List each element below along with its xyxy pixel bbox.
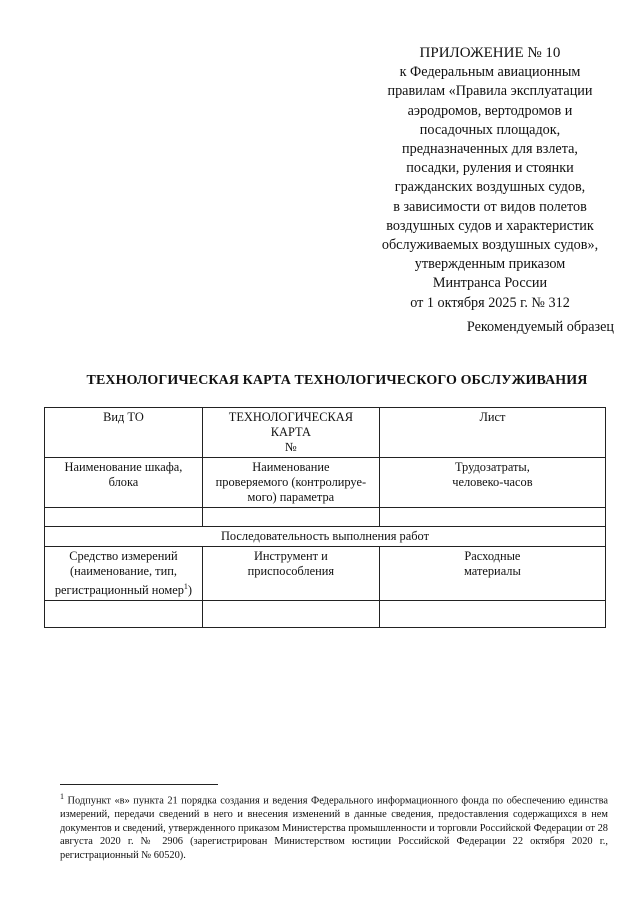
cell-text: материалы	[464, 564, 521, 578]
cell-text-part: регистрационный номер	[54, 583, 184, 598]
table-cell-empty	[379, 601, 605, 628]
table-row	[45, 458, 606, 508]
cell-text: (наименование, тип,	[69, 564, 177, 578]
cell-text: Трудозатраты,	[454, 460, 530, 474]
cell-text: блока	[108, 475, 139, 489]
table-row	[45, 601, 606, 628]
table-cell-vid-to	[45, 408, 203, 458]
table-cell-empty	[202, 601, 379, 628]
annex-line: от 1 октября 2025 г. № 312	[410, 294, 570, 311]
table-cell-empty	[202, 508, 379, 527]
footnote-marker: 1	[60, 792, 64, 801]
table-cell-tools	[202, 547, 379, 601]
cell-text: человеко-часов	[452, 475, 533, 489]
tech-card-table	[44, 407, 606, 628]
annex-line: посадки, руления и стоянки	[406, 160, 574, 177]
cell-text: Средство измерений	[69, 549, 178, 563]
table-row	[45, 508, 606, 527]
cell-text: Лист	[479, 410, 506, 424]
annex-line: воздушных судов и характеристик	[386, 217, 594, 234]
document-title: ТЕХНОЛОГИЧЕСКАЯ КАРТА ТЕХНОЛОГИЧЕСКОГО ОБСЛУЖИВАНИЯ	[86, 373, 588, 388]
table-cell-empty	[379, 508, 605, 527]
annex-header	[320, 44, 640, 313]
table-cell-consumables	[379, 547, 605, 601]
footnote	[60, 790, 608, 862]
cell-text: Расходные	[464, 549, 521, 563]
cell-text: КАРТА	[270, 425, 311, 439]
sample-label: Рекомендуемый образец	[466, 319, 614, 335]
annex-line: обслуживаемых воздушных судов»,	[381, 237, 599, 254]
footnote-ref: 1	[183, 582, 188, 591]
annex-line: к Федеральным авиационным	[399, 64, 581, 81]
table-cell-measure	[45, 547, 203, 601]
table-row	[45, 527, 606, 547]
cell-text: Последовательность выполнения работ	[220, 529, 430, 543]
annex-line: аэродромов, вертодромов и	[407, 102, 573, 119]
table-cell-cabinet	[45, 458, 203, 508]
annex-line: гражданских воздушных судов,	[394, 179, 586, 196]
cell-text-part: )	[187, 583, 193, 598]
cell-text: Наименование шкафа,	[64, 460, 183, 474]
cell-text: Вид ТО	[103, 410, 144, 424]
cell-text: приспособления	[247, 564, 335, 578]
footnote-text: Подпункт «в» пункта 21 порядка создания и ведения Федерального информационного фонда по обеспечению единства измерений, передачи сведений в него и внесения изменений в данные сведения, предоставления содержащихся в нем документов и сведений, утвержденного приказом Министерства промышленности и торговли Российской Федерации от 28 августа 2020 г. № 2906 (зарегистрирован Министерством юстиции Российской Федерации 22 октября 2020 г., регистрационный № 60520).	[60, 795, 608, 861]
table-row	[45, 408, 606, 458]
table-cell-sheet	[379, 408, 605, 458]
annex-line: правилам «Правила эксплуатации	[387, 83, 593, 100]
cell-text	[48, 579, 199, 598]
table-cell-empty	[45, 508, 203, 527]
annex-line: утвержденным приказом	[414, 256, 566, 273]
annex-line: предназначенных для взлета,	[402, 141, 578, 158]
cell-text: Наименование	[252, 460, 330, 474]
table-cell-empty	[45, 601, 203, 628]
table-cell-sequence	[45, 527, 606, 547]
annex-line: Минтранса России	[432, 275, 548, 292]
table-cell-tech-card	[202, 408, 379, 458]
cell-text: Инструмент и	[253, 549, 328, 563]
table-row	[45, 547, 606, 601]
annex-line: посадочных площадок,	[419, 121, 561, 138]
cell-text: мого) параметра	[247, 490, 335, 504]
cell-text: проверяемого (контролируе-	[215, 475, 367, 489]
table-cell-parameter	[202, 458, 379, 508]
annex-line: в зависимости от видов полетов	[393, 198, 587, 215]
table-cell-labor	[379, 458, 605, 508]
cell-text: №	[284, 440, 297, 454]
footnote-separator	[60, 784, 218, 785]
annex-line: ПРИЛОЖЕНИЕ № 10	[419, 45, 561, 61]
cell-text: ТЕХНОЛОГИЧЕСКАЯ	[228, 410, 353, 424]
